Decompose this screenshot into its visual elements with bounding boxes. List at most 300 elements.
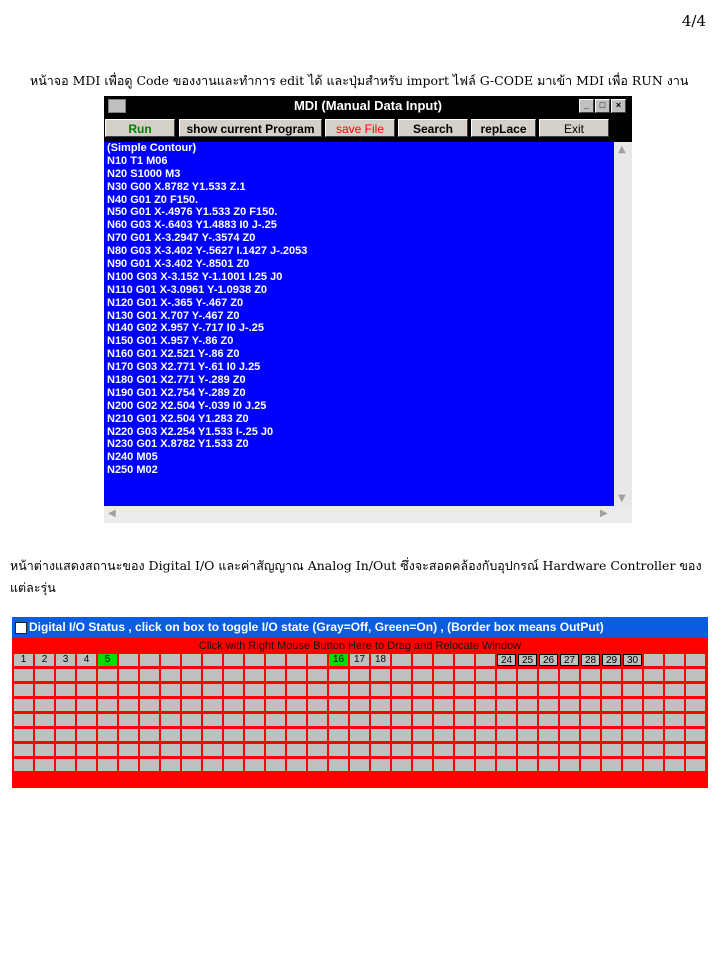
io-cell[interactable] bbox=[539, 684, 558, 696]
code-line[interactable]: N30 G00 X.8782 Y1.533 Z.1 bbox=[107, 180, 246, 193]
io-cell[interactable] bbox=[245, 654, 264, 666]
io-cell[interactable] bbox=[581, 759, 600, 771]
io-cell[interactable] bbox=[203, 714, 222, 726]
io-cell[interactable]: 4 bbox=[77, 654, 96, 666]
io-cell[interactable] bbox=[455, 654, 474, 666]
io-cell[interactable] bbox=[434, 759, 453, 771]
io-cell[interactable] bbox=[434, 714, 453, 726]
io-cell[interactable] bbox=[329, 684, 348, 696]
io-cell[interactable] bbox=[371, 759, 390, 771]
io-cell[interactable] bbox=[518, 714, 537, 726]
io-cell[interactable] bbox=[287, 654, 306, 666]
io-cell[interactable] bbox=[224, 684, 243, 696]
io-cell[interactable] bbox=[140, 759, 159, 771]
io-cell[interactable] bbox=[245, 759, 264, 771]
io-cell[interactable]: 18 bbox=[371, 654, 390, 666]
io-cell[interactable] bbox=[455, 759, 474, 771]
io-cell[interactable] bbox=[665, 759, 684, 771]
io-cell[interactable] bbox=[644, 759, 663, 771]
io-cell[interactable] bbox=[665, 714, 684, 726]
io-cell[interactable] bbox=[581, 699, 600, 711]
io-cell[interactable]: 29 bbox=[602, 654, 621, 666]
io-cell[interactable] bbox=[287, 699, 306, 711]
io-cell[interactable] bbox=[623, 759, 642, 771]
io-cell[interactable] bbox=[539, 759, 558, 771]
io-cell[interactable] bbox=[119, 669, 138, 681]
io-cell[interactable]: 25 bbox=[518, 654, 537, 666]
io-cell[interactable] bbox=[77, 669, 96, 681]
io-cell[interactable] bbox=[686, 759, 705, 771]
io-cell[interactable] bbox=[686, 744, 705, 756]
io-cell[interactable] bbox=[245, 744, 264, 756]
io-cell[interactable] bbox=[413, 669, 432, 681]
io-cell[interactable] bbox=[623, 729, 642, 741]
io-cell[interactable] bbox=[35, 699, 54, 711]
io-cell[interactable] bbox=[245, 684, 264, 696]
io-cell[interactable] bbox=[371, 744, 390, 756]
io-cell[interactable] bbox=[98, 729, 117, 741]
io-cell[interactable] bbox=[203, 699, 222, 711]
io-cell[interactable] bbox=[182, 654, 201, 666]
io-cell[interactable] bbox=[140, 729, 159, 741]
save-file-button[interactable]: save File bbox=[325, 119, 395, 137]
scroll-right-icon[interactable]: ▶ bbox=[600, 508, 608, 519]
drag-handle[interactable]: Click with Right Mouse Button Here to Drag and Relocate Window bbox=[198, 640, 522, 652]
io-cell[interactable] bbox=[35, 684, 54, 696]
io-cell[interactable] bbox=[140, 654, 159, 666]
io-cell[interactable] bbox=[602, 684, 621, 696]
io-cell[interactable] bbox=[329, 759, 348, 771]
io-cell[interactable] bbox=[413, 654, 432, 666]
io-cell[interactable] bbox=[329, 699, 348, 711]
io-cell[interactable]: 24 bbox=[497, 654, 516, 666]
code-line[interactable]: N160 G01 X2.521 Y-.86 Z0 bbox=[107, 348, 240, 361]
io-cell[interactable] bbox=[665, 654, 684, 666]
code-line[interactable]: N90 G01 X-3.402 Y-.8501 Z0 bbox=[107, 258, 250, 271]
io-cell[interactable] bbox=[161, 669, 180, 681]
code-line[interactable]: N120 G01 X-.365 Y-.467 Z0 bbox=[107, 296, 244, 309]
code-line[interactable]: N140 G02 X.957 Y-.717 I0 J-.25 bbox=[107, 322, 264, 335]
io-cell[interactable]: 27 bbox=[560, 654, 579, 666]
io-cell[interactable] bbox=[56, 744, 75, 756]
io-cell[interactable] bbox=[266, 684, 285, 696]
io-cell[interactable] bbox=[182, 729, 201, 741]
io-cell[interactable] bbox=[245, 729, 264, 741]
io-cell[interactable] bbox=[476, 729, 495, 741]
dio-titlebar[interactable] bbox=[12, 617, 708, 638]
io-cell[interactable] bbox=[455, 684, 474, 696]
io-cell[interactable]: 26 bbox=[539, 654, 558, 666]
code-line[interactable]: N70 G01 X-3.2947 Y-.3574 Z0 bbox=[107, 232, 256, 245]
io-cell[interactable] bbox=[602, 669, 621, 681]
io-cell[interactable] bbox=[182, 759, 201, 771]
io-cell[interactable] bbox=[434, 744, 453, 756]
io-cell[interactable] bbox=[224, 699, 243, 711]
io-cell[interactable] bbox=[518, 744, 537, 756]
io-cell[interactable] bbox=[14, 714, 33, 726]
io-cell[interactable] bbox=[119, 654, 138, 666]
io-cell[interactable] bbox=[203, 684, 222, 696]
io-cell[interactable] bbox=[686, 654, 705, 666]
io-cell[interactable] bbox=[455, 729, 474, 741]
io-cell[interactable] bbox=[98, 684, 117, 696]
io-cell[interactable] bbox=[518, 669, 537, 681]
io-cell[interactable] bbox=[119, 759, 138, 771]
io-cell[interactable] bbox=[644, 669, 663, 681]
io-cell[interactable]: 3 bbox=[56, 654, 75, 666]
io-cell[interactable] bbox=[644, 744, 663, 756]
io-cell[interactable] bbox=[140, 684, 159, 696]
io-cell[interactable] bbox=[308, 684, 327, 696]
io-cell[interactable] bbox=[35, 759, 54, 771]
io-cell[interactable] bbox=[455, 669, 474, 681]
code-line[interactable]: N40 G01 Z0 F150. bbox=[107, 193, 199, 206]
io-cell[interactable] bbox=[455, 744, 474, 756]
io-cell[interactable] bbox=[413, 699, 432, 711]
io-cell[interactable] bbox=[665, 744, 684, 756]
io-cell[interactable] bbox=[623, 744, 642, 756]
io-cell[interactable]: 28 bbox=[581, 654, 600, 666]
code-line[interactable]: N220 G03 X2.254 Y1.533 I-.25 J0 bbox=[107, 425, 274, 438]
io-cell[interactable] bbox=[371, 669, 390, 681]
io-cell[interactable] bbox=[602, 759, 621, 771]
io-cell[interactable] bbox=[623, 684, 642, 696]
io-cell[interactable] bbox=[644, 714, 663, 726]
code-line[interactable]: N130 G01 X.707 Y-.467 Z0 bbox=[107, 309, 240, 322]
io-cell[interactable] bbox=[161, 654, 180, 666]
io-cell[interactable] bbox=[602, 744, 621, 756]
io-cell[interactable] bbox=[140, 714, 159, 726]
scroll-down-icon[interactable]: ▼ bbox=[618, 493, 626, 504]
io-cell[interactable] bbox=[413, 744, 432, 756]
scroll-up-icon[interactable]: ▲ bbox=[618, 144, 626, 155]
io-cell[interactable] bbox=[266, 669, 285, 681]
io-cell[interactable] bbox=[434, 669, 453, 681]
io-cell[interactable] bbox=[455, 714, 474, 726]
vertical-scrollbar[interactable] bbox=[614, 142, 632, 506]
io-cell[interactable] bbox=[476, 684, 495, 696]
scroll-left-icon[interactable]: ◀ bbox=[108, 508, 116, 519]
code-line[interactable]: N110 G01 X-3.0961 Y-1.0938 Z0 bbox=[107, 283, 268, 296]
io-cell[interactable] bbox=[161, 759, 180, 771]
io-cell[interactable] bbox=[245, 669, 264, 681]
io-cell[interactable] bbox=[392, 714, 411, 726]
io-cell[interactable] bbox=[56, 669, 75, 681]
io-cell[interactable] bbox=[455, 699, 474, 711]
io-cell[interactable] bbox=[308, 654, 327, 666]
io-cell[interactable] bbox=[203, 669, 222, 681]
io-cell[interactable] bbox=[140, 744, 159, 756]
io-cell[interactable] bbox=[497, 699, 516, 711]
io-cell[interactable] bbox=[581, 669, 600, 681]
io-cell[interactable] bbox=[329, 729, 348, 741]
io-cell[interactable] bbox=[203, 654, 222, 666]
io-cell[interactable] bbox=[560, 744, 579, 756]
io-cell[interactable] bbox=[560, 759, 579, 771]
io-cell[interactable] bbox=[14, 699, 33, 711]
code-line[interactable]: N80 G03 X-3.402 Y-.5627 I.1427 J-.2053 bbox=[107, 245, 308, 258]
io-cell[interactable] bbox=[98, 699, 117, 711]
io-cell[interactable] bbox=[98, 759, 117, 771]
io-cell[interactable] bbox=[266, 654, 285, 666]
io-cell[interactable] bbox=[245, 714, 264, 726]
io-cell[interactable] bbox=[476, 654, 495, 666]
io-cell[interactable] bbox=[350, 729, 369, 741]
io-cell[interactable] bbox=[581, 684, 600, 696]
io-cell[interactable] bbox=[602, 729, 621, 741]
io-cell[interactable] bbox=[686, 699, 705, 711]
io-cell[interactable] bbox=[623, 699, 642, 711]
io-cell[interactable] bbox=[518, 699, 537, 711]
io-cell[interactable] bbox=[392, 699, 411, 711]
io-cell[interactable] bbox=[665, 669, 684, 681]
code-line[interactable]: N230 G01 X.8782 Y1.533 Z0 bbox=[107, 438, 249, 451]
io-cell[interactable] bbox=[224, 759, 243, 771]
io-cell[interactable] bbox=[392, 654, 411, 666]
io-cell[interactable] bbox=[77, 684, 96, 696]
code-line[interactable]: N250 M02 bbox=[107, 464, 158, 477]
io-cell[interactable] bbox=[182, 744, 201, 756]
code-line[interactable]: N210 G01 X2.504 Y1.283 Z0 bbox=[107, 412, 249, 425]
show-current-program-button[interactable]: show current Program bbox=[179, 119, 322, 137]
io-cell[interactable] bbox=[119, 699, 138, 711]
io-cell[interactable] bbox=[497, 684, 516, 696]
io-cell[interactable] bbox=[35, 714, 54, 726]
io-cell[interactable] bbox=[119, 729, 138, 741]
code-line[interactable]: N170 G03 X2.771 Y-.61 I0 J.25 bbox=[107, 361, 261, 374]
io-cell[interactable] bbox=[665, 699, 684, 711]
io-cell[interactable] bbox=[413, 684, 432, 696]
io-cell[interactable] bbox=[35, 669, 54, 681]
io-cell[interactable] bbox=[140, 699, 159, 711]
io-cell[interactable] bbox=[350, 699, 369, 711]
io-cell[interactable] bbox=[98, 714, 117, 726]
run-button[interactable]: Run bbox=[105, 119, 175, 137]
io-cell[interactable] bbox=[686, 684, 705, 696]
io-cell[interactable] bbox=[602, 699, 621, 711]
io-cell[interactable] bbox=[308, 714, 327, 726]
io-cell[interactable] bbox=[686, 714, 705, 726]
io-cell[interactable] bbox=[497, 729, 516, 741]
io-cell[interactable] bbox=[518, 729, 537, 741]
io-cell[interactable] bbox=[161, 714, 180, 726]
code-line[interactable]: N150 G01 X.957 Y-.86 Z0 bbox=[107, 335, 234, 348]
io-cell[interactable]: 30 bbox=[623, 654, 642, 666]
io-cell[interactable] bbox=[161, 684, 180, 696]
code-line[interactable]: N100 G03 X-3.152 Y-1.1001 I.25 J0 bbox=[107, 270, 283, 283]
code-line[interactable]: N240 M05 bbox=[107, 451, 158, 464]
io-cell[interactable] bbox=[350, 744, 369, 756]
io-cell[interactable] bbox=[392, 729, 411, 741]
io-cell[interactable] bbox=[56, 729, 75, 741]
io-cell[interactable] bbox=[119, 744, 138, 756]
io-cell[interactable] bbox=[392, 669, 411, 681]
io-cell[interactable] bbox=[266, 729, 285, 741]
replace-button[interactable]: repLace bbox=[471, 119, 536, 137]
io-cell[interactable] bbox=[518, 759, 537, 771]
io-cell[interactable] bbox=[371, 714, 390, 726]
io-cell[interactable] bbox=[56, 684, 75, 696]
io-cell[interactable] bbox=[182, 699, 201, 711]
io-cell[interactable] bbox=[287, 729, 306, 741]
io-cell[interactable] bbox=[371, 684, 390, 696]
io-cell[interactable] bbox=[644, 654, 663, 666]
io-cell[interactable] bbox=[560, 699, 579, 711]
minimize-icon[interactable]: _ bbox=[579, 99, 594, 113]
io-cell[interactable] bbox=[77, 699, 96, 711]
io-cell[interactable] bbox=[56, 699, 75, 711]
code-line[interactable]: (Simple Contour) bbox=[107, 142, 197, 154]
io-cell[interactable] bbox=[287, 744, 306, 756]
io-cell[interactable] bbox=[476, 759, 495, 771]
io-cell[interactable] bbox=[665, 729, 684, 741]
io-cell[interactable] bbox=[182, 684, 201, 696]
io-cell[interactable] bbox=[182, 669, 201, 681]
io-cell[interactable] bbox=[329, 714, 348, 726]
io-cell[interactable] bbox=[308, 744, 327, 756]
io-cell[interactable] bbox=[392, 759, 411, 771]
io-cell[interactable]: 2 bbox=[35, 654, 54, 666]
exit-button[interactable]: Exit bbox=[539, 119, 609, 137]
io-cell[interactable] bbox=[371, 729, 390, 741]
io-cell[interactable] bbox=[665, 684, 684, 696]
io-cell[interactable] bbox=[35, 729, 54, 741]
io-cell[interactable]: 16 bbox=[329, 654, 348, 666]
io-cell[interactable] bbox=[14, 759, 33, 771]
code-line[interactable]: N190 G01 X2.754 Y-.289 Z0 bbox=[107, 386, 246, 399]
horizontal-scrollbar[interactable] bbox=[104, 506, 632, 523]
io-cell[interactable] bbox=[224, 654, 243, 666]
io-cell[interactable] bbox=[581, 744, 600, 756]
io-cell[interactable] bbox=[161, 729, 180, 741]
code-line[interactable]: N10 T1 M06 bbox=[107, 154, 168, 167]
io-cell[interactable] bbox=[602, 714, 621, 726]
io-cell[interactable] bbox=[203, 729, 222, 741]
code-line[interactable]: N50 G01 X-.4976 Y1.533 Z0 F150. bbox=[107, 206, 278, 219]
io-cell[interactable] bbox=[686, 729, 705, 741]
io-cell[interactable] bbox=[266, 714, 285, 726]
io-cell[interactable] bbox=[350, 759, 369, 771]
io-cell[interactable] bbox=[14, 669, 33, 681]
io-cell[interactable] bbox=[266, 699, 285, 711]
io-cell[interactable] bbox=[203, 744, 222, 756]
io-cell[interactable] bbox=[224, 729, 243, 741]
io-cell[interactable] bbox=[497, 669, 516, 681]
io-cell[interactable] bbox=[350, 684, 369, 696]
io-cell[interactable] bbox=[539, 729, 558, 741]
io-cell[interactable] bbox=[56, 714, 75, 726]
io-cell[interactable] bbox=[560, 684, 579, 696]
io-cell[interactable] bbox=[686, 669, 705, 681]
io-cell[interactable] bbox=[644, 699, 663, 711]
io-cell[interactable] bbox=[224, 744, 243, 756]
io-cell[interactable] bbox=[476, 699, 495, 711]
io-cell[interactable] bbox=[77, 714, 96, 726]
io-cell[interactable] bbox=[14, 744, 33, 756]
close-icon[interactable]: × bbox=[611, 99, 626, 113]
io-cell[interactable] bbox=[77, 744, 96, 756]
io-cell[interactable] bbox=[413, 729, 432, 741]
io-cell[interactable] bbox=[350, 669, 369, 681]
io-cell[interactable] bbox=[413, 714, 432, 726]
io-cell[interactable]: 1 bbox=[14, 654, 33, 666]
io-cell[interactable] bbox=[308, 759, 327, 771]
io-cell[interactable] bbox=[266, 744, 285, 756]
io-cell[interactable] bbox=[497, 714, 516, 726]
code-line[interactable]: N60 G03 X-.6403 Y1.4883 I0 J-.25 bbox=[107, 219, 277, 232]
io-cell[interactable] bbox=[539, 714, 558, 726]
io-cell[interactable] bbox=[287, 714, 306, 726]
io-cell[interactable]: 5 bbox=[98, 654, 117, 666]
io-cell[interactable] bbox=[308, 729, 327, 741]
io-cell[interactable] bbox=[560, 714, 579, 726]
io-cell[interactable] bbox=[581, 714, 600, 726]
io-cell[interactable] bbox=[14, 729, 33, 741]
maximize-icon[interactable]: □ bbox=[595, 99, 610, 113]
io-cell[interactable] bbox=[98, 669, 117, 681]
code-line[interactable]: N200 G02 X2.504 Y-.039 I0 J.25 bbox=[107, 399, 267, 412]
io-cell[interactable] bbox=[434, 684, 453, 696]
io-cell[interactable]: 17 bbox=[350, 654, 369, 666]
io-cell[interactable] bbox=[539, 744, 558, 756]
io-cell[interactable] bbox=[56, 759, 75, 771]
io-cell[interactable] bbox=[308, 669, 327, 681]
io-cell[interactable] bbox=[329, 744, 348, 756]
io-cell[interactable] bbox=[497, 744, 516, 756]
io-cell[interactable] bbox=[434, 654, 453, 666]
io-cell[interactable] bbox=[476, 669, 495, 681]
io-cell[interactable] bbox=[350, 714, 369, 726]
io-cell[interactable] bbox=[560, 669, 579, 681]
io-cell[interactable] bbox=[518, 684, 537, 696]
io-cell[interactable] bbox=[98, 744, 117, 756]
mdi-titlebar[interactable] bbox=[104, 96, 632, 116]
io-cell[interactable] bbox=[497, 759, 516, 771]
io-cell[interactable] bbox=[14, 684, 33, 696]
io-cell[interactable] bbox=[161, 744, 180, 756]
io-cell[interactable] bbox=[161, 699, 180, 711]
io-cell[interactable] bbox=[287, 669, 306, 681]
io-cell[interactable] bbox=[413, 759, 432, 771]
search-button[interactable]: Search bbox=[398, 119, 468, 137]
io-cell[interactable] bbox=[476, 714, 495, 726]
io-cell[interactable] bbox=[623, 714, 642, 726]
io-cell[interactable] bbox=[119, 714, 138, 726]
code-line[interactable]: N180 G01 X2.771 Y-.289 Z0 bbox=[107, 374, 246, 387]
io-cell[interactable] bbox=[623, 669, 642, 681]
code-editor[interactable] bbox=[104, 142, 614, 506]
io-cell[interactable] bbox=[287, 759, 306, 771]
io-cell[interactable] bbox=[644, 729, 663, 741]
io-cell[interactable] bbox=[203, 759, 222, 771]
io-cell[interactable] bbox=[140, 669, 159, 681]
io-cell[interactable] bbox=[329, 669, 348, 681]
io-cell[interactable] bbox=[35, 744, 54, 756]
io-cell[interactable] bbox=[308, 699, 327, 711]
io-cell[interactable] bbox=[434, 729, 453, 741]
io-cell[interactable] bbox=[119, 684, 138, 696]
io-cell[interactable] bbox=[224, 669, 243, 681]
io-cell[interactable] bbox=[266, 759, 285, 771]
io-cell[interactable] bbox=[287, 684, 306, 696]
io-cell[interactable] bbox=[224, 714, 243, 726]
io-cell[interactable] bbox=[539, 699, 558, 711]
io-cell[interactable] bbox=[560, 729, 579, 741]
code-line[interactable]: N20 S1000 M3 bbox=[107, 167, 181, 180]
io-cell[interactable] bbox=[434, 699, 453, 711]
io-cell[interactable] bbox=[182, 714, 201, 726]
io-cell[interactable] bbox=[392, 744, 411, 756]
